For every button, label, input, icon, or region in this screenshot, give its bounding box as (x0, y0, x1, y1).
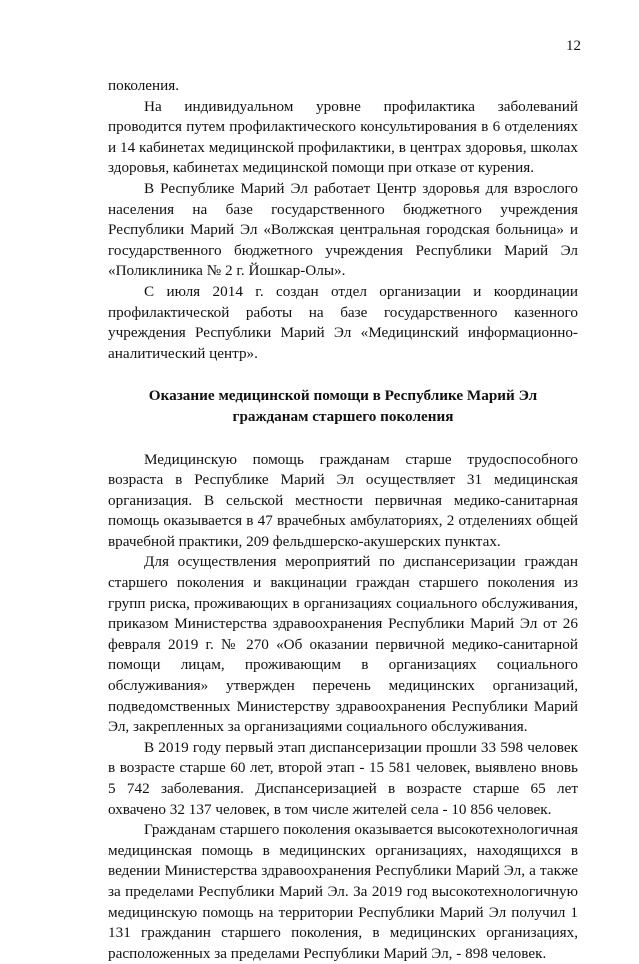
section-title-line-1: Оказание медицинской помощи в Республике Марий Эл (148, 387, 538, 405)
paragraph-health-center: В Республике Марий Эл работает Центр здоровья для взрослого населения на базе государственного бюджетного учреждения Республики Марий Эл «Волжская центральная городская больница» и государственного бюджетного учреждения Республики Марий Эл «Поликлиника № 2 г. Йошкар-Олы». (108, 179, 578, 280)
page-number: 12 (566, 38, 581, 54)
paragraph-continuation: поколения. (108, 77, 180, 94)
paragraph-prevention: На индивидуальном уровне профилактика заболеваний проводится путем профилактического консультирования в 6 отделениях и 14 кабинетах медицинской профилактики, в центрах здоровья, школах здоровья, кабинетах медицинской помощи при отказе от курения. (108, 97, 578, 177)
section-title-line-2: гражданам старшего поколения (232, 407, 454, 425)
paragraph-high-tech-care: Гражданам старшего поколения оказывается высокотехнологичная медицинская помощь в медицинских организациях, находящихся в ведении Министерства здравоохранения Республики Марий Эл, а также за пределами Республики Марий Эл. За 2019 год высокотехнологичную медицинскую помощь на территории Республики Марий Эл получил 1 131 гражданин старшего поколения, в медицинских организациях, расположенных за пределами Республики Марий Эл, - 898 человек. (108, 821, 578, 962)
paragraph-medical-help: Медицинскую помощь гражданам старше трудоспособного возраста в Республике Марий Эл осуществляет 31 медицинская организация. В сельской местности первичная медико-санитарная помощь оказывается в 47 врачебных амбулаториях, 2 отделениях общей врачебной практики, 209 фельдшерско-акушерских пунктах. (108, 450, 578, 550)
section-title (108, 386, 578, 427)
paragraph-dispensary-measures: Для осуществления мероприятий по диспансеризации граждан старшего поколения и вакцинации граждан старшего поколения из групп риска, проживающих в организациях социального обслуживания, приказом Министерства здравоохранения Республики Марий Эл от 26 февраля 2019 г. № 270 «Об оказании первичной медико-санитарной помощи лицам, проживающим в организациях социального обслуживания» утвержден перечень медицинских организаций, подведомственных Министерству здравоохранения Республики Марий Эл, закрепленных за организациями социального обслуживания. (108, 553, 578, 736)
paragraph-prevention-department: С июля 2014 г. создан отдел организации и координации профилактической работы на базе государственного казенного учреждения Республики Марий Эл «Медицинский информационно-аналитический центр». (108, 282, 578, 362)
paragraph-dispensary-2019: В 2019 году первый этап диспансеризации прошли 33 598 человек в возрасте старше 60 лет, второй этап - 15 581 человек, выявлено вновь 5 742 заболевания. Диспансеризацией в возрасте старше 65 лет охвачено 32 137 человек, в том числе жителей села - 10 856 человек. (108, 738, 578, 818)
document-body (108, 76, 578, 964)
